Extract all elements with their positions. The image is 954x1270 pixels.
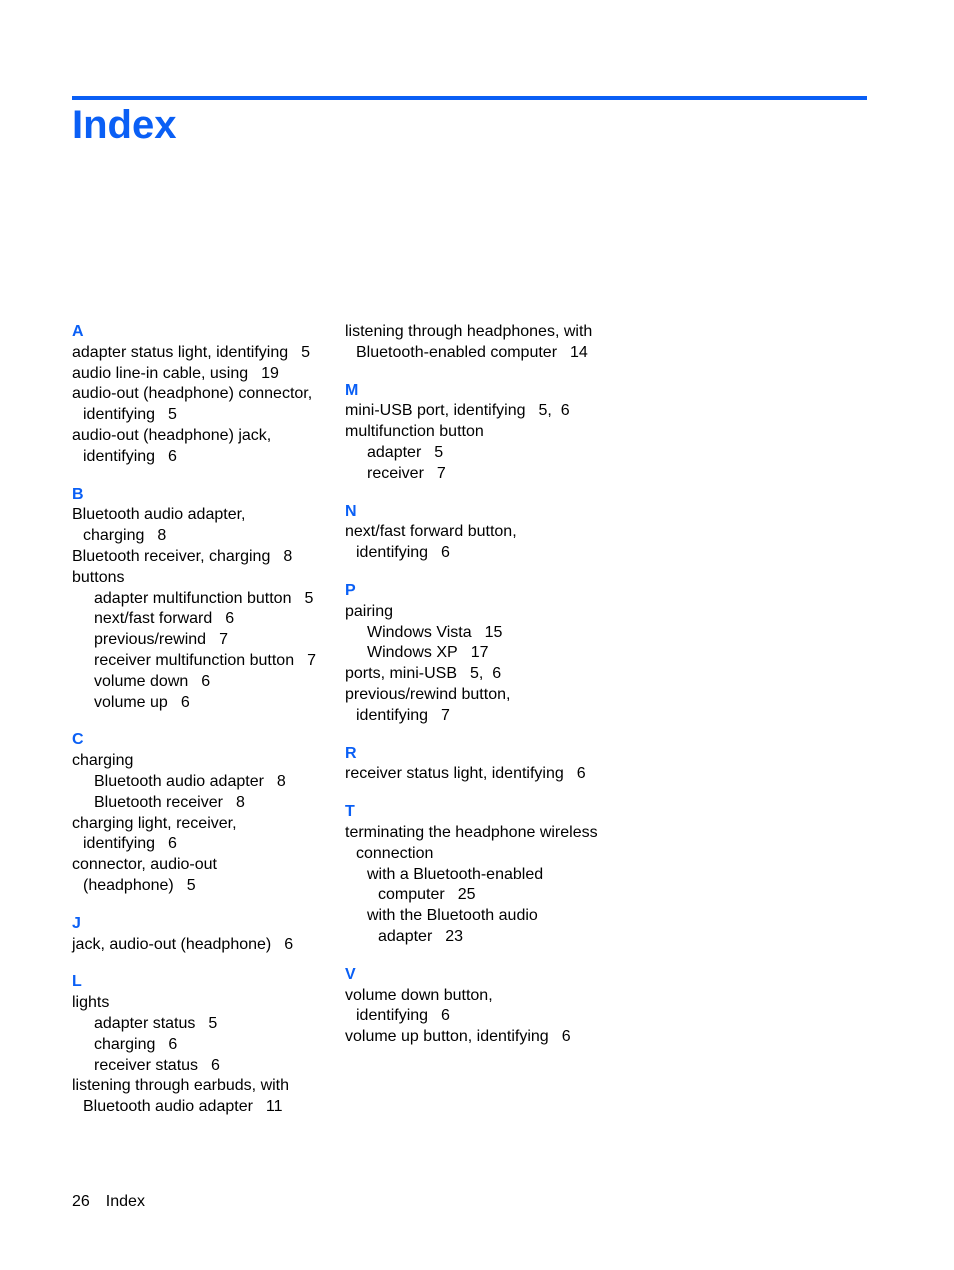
entry-page-ref[interactable]: 5 [301,343,311,361]
entry-term: lights [72,994,110,1012]
entry-page-ref[interactable]: 6 [576,765,586,783]
section-letter: B [72,485,84,503]
entry-term: computer [378,886,445,904]
footer-label: Index [105,1193,145,1210]
section-letter: L [72,973,82,991]
entry-term: charging light, receiver, [72,814,237,832]
index-entry [345,906,615,927]
index-entry [72,630,342,651]
entry-term: Bluetooth audio adapter, [72,506,246,524]
index-section [72,914,342,956]
index-entry [72,993,342,1014]
entry-page-ref[interactable]: 5 [208,1014,218,1032]
entry-page-ref[interactable]: 5, 6 [538,402,570,420]
entry-page-ref[interactable]: 5 [304,589,314,607]
index-entry [345,685,615,706]
index-entry [345,927,615,948]
entry-page-ref[interactable]: 6 [168,1035,178,1053]
index-entry [345,844,615,865]
entry-page-ref[interactable]: 6 [211,1056,220,1074]
index-entry [72,364,342,385]
title-rule [72,96,867,100]
index-entry [72,568,342,589]
entry-term: adapter multifunction button [94,589,292,607]
entry-term: receiver multifunction button [94,651,295,669]
index-section [345,322,615,364]
index-entry [345,464,615,485]
entry-page-ref[interactable]: 6 [561,1028,571,1046]
index-entry [72,876,342,897]
entry-page-ref[interactable]: 6 [441,544,450,562]
section-letter: R [345,744,357,762]
index-entry [72,855,342,876]
index-entry [72,384,342,405]
entry-term: audio line-in cable, using [72,364,249,382]
entry-page-ref[interactable]: 7 [436,464,446,482]
entry-term: Windows Vista [367,623,472,641]
index-entry [345,401,615,422]
entry-page-ref[interactable]: 17 [470,644,489,662]
index-entry [345,764,615,785]
entry-term: volume up button, identifying [345,1028,549,1046]
index-entry [72,405,342,426]
section-letter: V [345,965,356,983]
entry-page-ref[interactable]: 15 [484,623,503,641]
entry-term: listening through earbuds, with [72,1077,290,1095]
entry-page-ref[interactable]: 25 [457,886,476,904]
index-entry [72,1014,342,1035]
entry-term: identifying [83,406,156,424]
index-section [72,485,342,714]
entry-term: with a Bluetooth-enabled [367,865,544,883]
index-entry [72,672,342,693]
index-entry [345,986,615,1007]
entry-term: volume down button, [345,986,493,1004]
entry-term: next/fast forward [94,610,213,628]
index-entry [345,343,615,364]
entry-term: audio-out (headphone) connector, [72,385,313,403]
index-entry [345,706,615,727]
index-section [72,972,342,1118]
index-column-right [345,322,615,1048]
entry-page-ref[interactable]: 6 [168,835,177,853]
section-letter: T [345,803,355,821]
index-entry [72,447,342,468]
index-section [345,802,615,948]
index-entry [72,505,342,526]
entry-page-ref[interactable]: 8 [276,772,286,790]
index-entry [72,693,342,714]
section-letter: C [72,731,84,749]
entry-term: receiver status light, identifying [345,765,564,783]
entry-term: ports, mini-USB [345,665,458,683]
entry-term: pairing [345,602,394,620]
index-section [345,381,615,485]
entry-term: adapter [378,927,433,945]
section-letter: M [345,381,359,399]
index-column-left [72,322,342,1118]
entry-page-ref[interactable]: 7 [219,631,228,649]
index-entry [72,426,342,447]
entry-term: charging [72,752,134,770]
entry-page-ref[interactable]: 6 [168,447,177,465]
index-entry [72,1056,342,1077]
index-entry [72,935,342,956]
section-letter: J [72,914,81,932]
entry-term: identifying [83,447,156,465]
entry-term: audio-out (headphone) jack, [72,426,272,444]
entry-page-ref[interactable]: 7 [441,706,450,724]
entry-term: with the Bluetooth audio [367,907,538,925]
entry-term: adapter [367,443,422,461]
entry-term: Bluetooth audio adapter [83,1098,253,1116]
entry-page-ref[interactable]: 5 [186,876,196,894]
entry-term: jack, audio-out (headphone) [72,935,272,953]
entry-term: volume down [94,672,189,690]
index-entry [72,834,342,855]
index-entry [72,343,342,364]
entry-term: charging [83,527,145,545]
section-letter: A [72,323,84,340]
index-section [345,581,615,727]
index-entry [345,823,615,844]
entry-term: buttons [72,568,125,586]
entry-page-ref[interactable]: 5, 6 [470,665,502,683]
index-entry [345,602,615,623]
index-entry [72,651,342,672]
index-entry [72,547,342,568]
index-entry [345,885,615,906]
entry-term: previous/rewind button, [345,685,511,703]
entry-page-ref[interactable]: 11 [265,1098,283,1116]
entry-term: listening through headphones, with [345,323,593,340]
index-entry [345,522,615,543]
index-section [72,322,342,468]
entry-page-ref[interactable]: 23 [445,927,464,945]
index-entry [72,1097,342,1118]
entry-page-ref[interactable]: 14 [570,343,588,361]
entry-page-ref[interactable]: 5 [434,443,444,461]
entry-term: multifunction button [345,423,484,441]
entry-term: Bluetooth receiver, charging [72,547,271,565]
entry-term: (headphone) [83,876,174,894]
entry-page-ref[interactable]: 8 [235,793,245,811]
index-entry [345,543,615,564]
entry-page-ref[interactable]: 6 [225,610,235,628]
index-entry [72,589,342,610]
entry-page-ref[interactable]: 5 [168,406,177,424]
index-entry [345,865,615,886]
page-footer [72,1192,145,1212]
index-entry [345,664,615,685]
entry-term: Bluetooth receiver [94,793,223,811]
index-entry [72,751,342,772]
entry-term: next/fast forward button, [345,523,517,541]
entry-term: identifying [83,835,156,853]
index-entry [72,772,342,793]
entry-term: connector, audio-out [72,856,217,874]
index-entry [72,1035,342,1056]
entry-term: adapter status [94,1014,196,1032]
index-entry [72,814,342,835]
index-section [345,502,615,564]
entry-page-ref[interactable]: 6 [441,1007,450,1025]
entry-term: receiver [367,464,424,482]
entry-page-ref[interactable]: 6 [180,693,190,711]
index-entry [345,1027,615,1048]
index-entry [345,322,615,343]
index-entry [72,793,342,814]
page-number: 26 [72,1193,90,1210]
index-section [72,730,342,896]
entry-page-ref[interactable]: 8 [283,547,293,565]
entry-page-ref[interactable]: 7 [307,651,317,669]
index-section [345,744,615,786]
entry-term: identifying [356,1007,429,1025]
entry-term: previous/rewind [94,631,207,649]
section-letter: N [345,502,357,520]
entry-term: volume up [94,693,168,711]
entry-term: identifying [356,544,429,562]
entry-term: Windows XP [367,644,458,662]
index-entry [345,443,615,464]
index-entry [72,526,342,547]
page-title: Index [72,103,177,147]
entry-term: mini-USB port, identifying [345,402,526,420]
section-letter: P [345,581,356,599]
entry-page-ref[interactable]: 6 [284,935,294,953]
entry-page-ref[interactable]: 19 [261,364,279,382]
index-entry [345,623,615,644]
entry-term: identifying [356,706,429,724]
entry-term: connection [356,844,434,862]
entry-term: terminating the headphone wireless [345,823,598,841]
entry-term: Bluetooth audio adapter [94,772,264,790]
index-section [345,965,615,1048]
index-entry [345,643,615,664]
entry-term: adapter status light, identifying [72,343,289,361]
index-entry [72,1076,342,1097]
entry-term: charging [94,1035,156,1053]
index-entry [72,609,342,630]
entry-page-ref[interactable]: 6 [201,672,211,690]
index-entry [345,1006,615,1027]
entry-term: Bluetooth-enabled computer [356,343,558,361]
entry-page-ref[interactable]: 8 [157,527,167,545]
index-entry [345,422,615,443]
entry-term: receiver status [94,1056,199,1074]
